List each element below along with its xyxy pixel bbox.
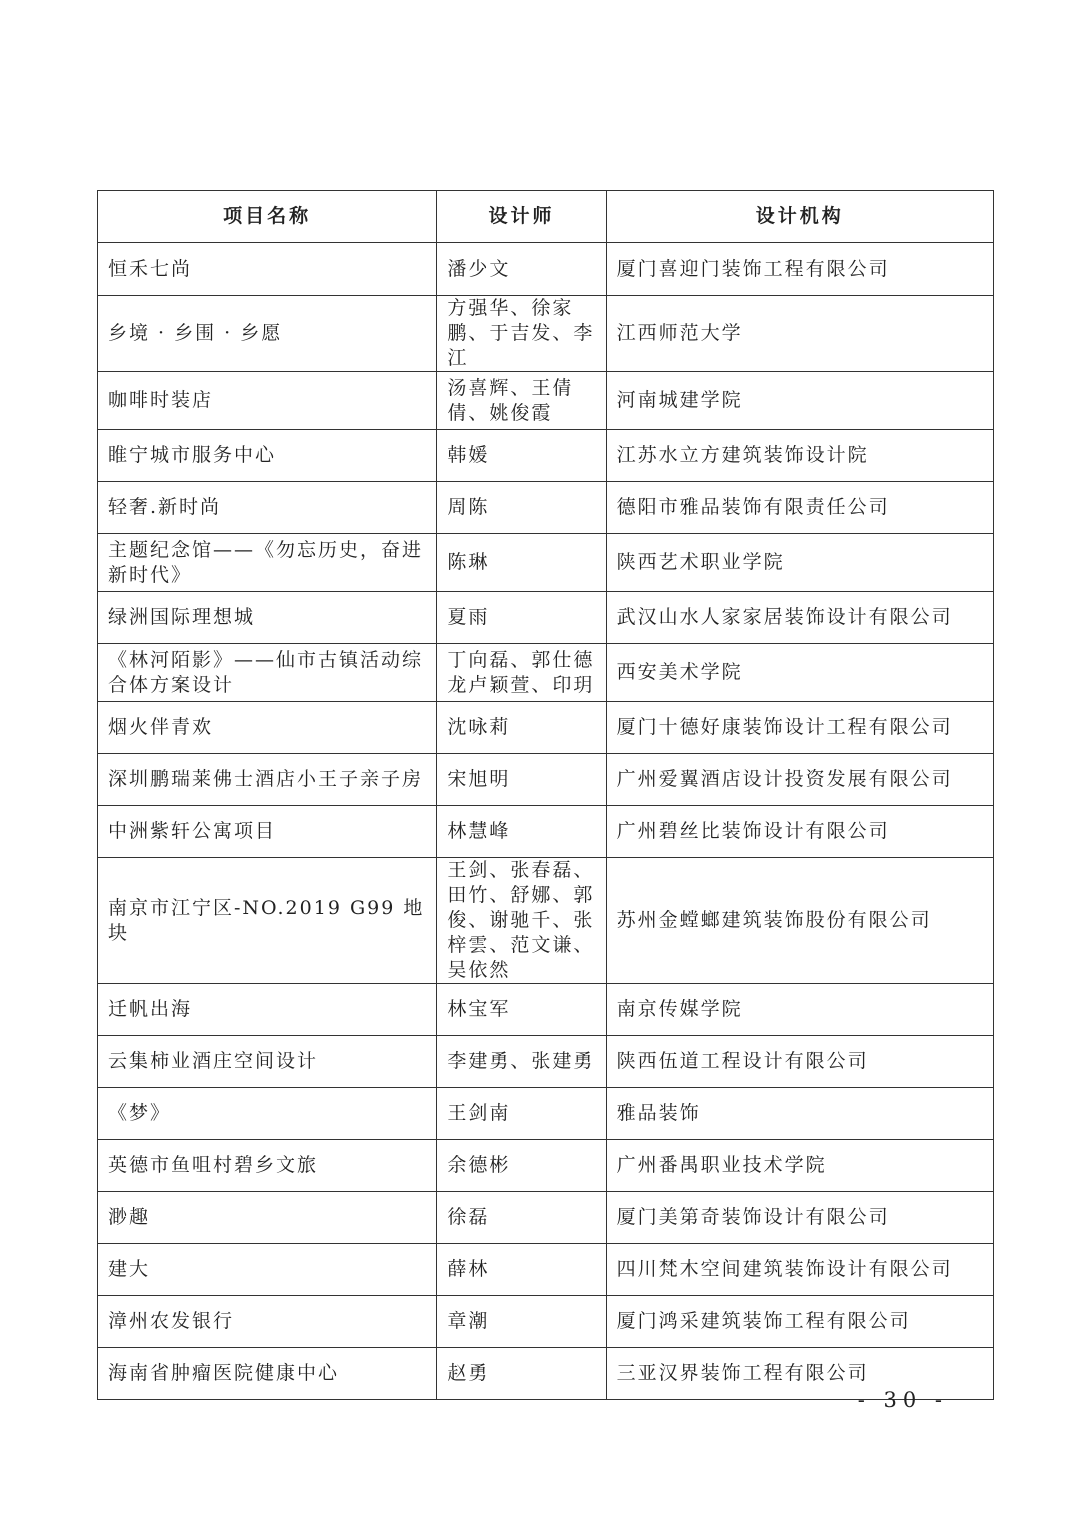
cell-designer: 徐磊 [437, 1192, 606, 1244]
cell-org: 江西师范大学 [606, 296, 993, 372]
table-row [98, 858, 994, 984]
cell-project: 海南省肿瘤医院健康中心 [98, 1348, 437, 1400]
cell-project: 英德市鱼咀村碧乡文旅 [98, 1140, 437, 1192]
cell-org: 德阳市雅品装饰有限责任公司 [606, 482, 993, 534]
table-row [98, 1036, 994, 1088]
cell-designer: 薛林 [437, 1244, 606, 1296]
cell-org: 广州番禺职业技术学院 [606, 1140, 993, 1192]
table-row [98, 430, 994, 482]
table-header-row [98, 191, 994, 243]
table-row [98, 534, 994, 592]
cell-designer: 韩媛 [437, 430, 606, 482]
cell-org: 雅品装饰 [606, 1088, 993, 1140]
table-row [98, 296, 994, 372]
cell-designer: 潘少文 [437, 243, 606, 296]
cell-org: 厦门美第奇装饰设计有限公司 [606, 1192, 993, 1244]
cell-project: 睢宁城市服务中心 [98, 430, 437, 482]
cell-org: 厦门鸿采建筑装饰工程有限公司 [606, 1296, 993, 1348]
header-org: 设计机构 [606, 191, 993, 243]
cell-project: 《梦》 [98, 1088, 437, 1140]
cell-designer: 王剑南 [437, 1088, 606, 1140]
cell-org: 四川梵木空间建筑装饰设计有限公司 [606, 1244, 993, 1296]
page-number: - 30 - [857, 1388, 948, 1412]
cell-project: 深圳鹏瑞莱佛士酒店小王子亲子房 [98, 754, 437, 806]
cell-project: 云集柿业酒庄空间设计 [98, 1036, 437, 1088]
cell-project: 建大 [98, 1244, 437, 1296]
table-row [98, 372, 994, 430]
award-table [97, 190, 994, 1400]
cell-designer: 周陈 [437, 482, 606, 534]
cell-project: 恒禾七尚 [98, 243, 437, 296]
table-row [98, 243, 994, 296]
cell-designer: 沈咏莉 [437, 702, 606, 754]
cell-org: 广州爱翼酒店设计投资发展有限公司 [606, 754, 993, 806]
cell-designer: 章潮 [437, 1296, 606, 1348]
cell-org: 西安美术学院 [606, 644, 993, 702]
cell-designer: 李建勇、张建勇 [437, 1036, 606, 1088]
cell-org: 武汉山水人家家居装饰设计有限公司 [606, 592, 993, 644]
cell-designer: 余德彬 [437, 1140, 606, 1192]
cell-designer: 王剑、张春磊、田竹、舒娜、郭俊、谢驰千、张梓雲、范文谦、吴依然 [437, 858, 606, 984]
cell-designer: 宋旭明 [437, 754, 606, 806]
cell-org: 南京传媒学院 [606, 984, 993, 1036]
header-designer: 设计师 [437, 191, 606, 243]
cell-project: 乡境 · 乡围 · 乡愿 [98, 296, 437, 372]
table-row [98, 1244, 994, 1296]
cell-project: 渺趣 [98, 1192, 437, 1244]
table-row [98, 1296, 994, 1348]
cell-project: 绿洲国际理想城 [98, 592, 437, 644]
table-row [98, 984, 994, 1036]
cell-designer: 赵勇 [437, 1348, 606, 1400]
cell-designer: 方强华、徐家鹏、于吉发、李江 [437, 296, 606, 372]
cell-project: 迁帆出海 [98, 984, 437, 1036]
cell-project: 主题纪念馆——《勿忘历史，奋进新时代》 [98, 534, 437, 592]
cell-org: 厦门十德好康装饰设计工程有限公司 [606, 702, 993, 754]
cell-designer: 林宝军 [437, 984, 606, 1036]
cell-org: 三亚汉界装饰工程有限公司 [606, 1348, 993, 1400]
cell-designer: 林慧峰 [437, 806, 606, 858]
cell-project: 漳州农发银行 [98, 1296, 437, 1348]
cell-designer: 丁向磊、郭仕德龙卢颖萱、印玥 [437, 644, 606, 702]
cell-project: 中洲紫轩公寓项目 [98, 806, 437, 858]
cell-designer: 陈琳 [437, 534, 606, 592]
table-row [98, 754, 994, 806]
table-row [98, 702, 994, 754]
table-row [98, 644, 994, 702]
cell-project: 轻奢.新时尚 [98, 482, 437, 534]
cell-project: 《林河陌影》——仙市古镇活动综合体方案设计 [98, 644, 437, 702]
cell-project: 南京市江宁区-NO.2019 G99 地块 [98, 858, 437, 984]
cell-org: 河南城建学院 [606, 372, 993, 430]
cell-org: 苏州金螳螂建筑装饰股份有限公司 [606, 858, 993, 984]
cell-designer: 汤喜辉、王倩倩、姚俊霞 [437, 372, 606, 430]
cell-project: 咖啡时装店 [98, 372, 437, 430]
cell-org: 厦门喜迎门装饰工程有限公司 [606, 243, 993, 296]
cell-org: 陕西伍道工程设计有限公司 [606, 1036, 993, 1088]
header-project: 项目名称 [98, 191, 437, 243]
table-row [98, 592, 994, 644]
table-row [98, 482, 994, 534]
table-row [98, 1140, 994, 1192]
table-row [98, 1192, 994, 1244]
table-row [98, 806, 994, 858]
table-row [98, 1088, 994, 1140]
cell-org: 陕西艺术职业学院 [606, 534, 993, 592]
cell-designer: 夏雨 [437, 592, 606, 644]
cell-org: 江苏水立方建筑装饰设计院 [606, 430, 993, 482]
cell-project: 烟火伴青欢 [98, 702, 437, 754]
cell-org: 广州碧丝比装饰设计有限公司 [606, 806, 993, 858]
